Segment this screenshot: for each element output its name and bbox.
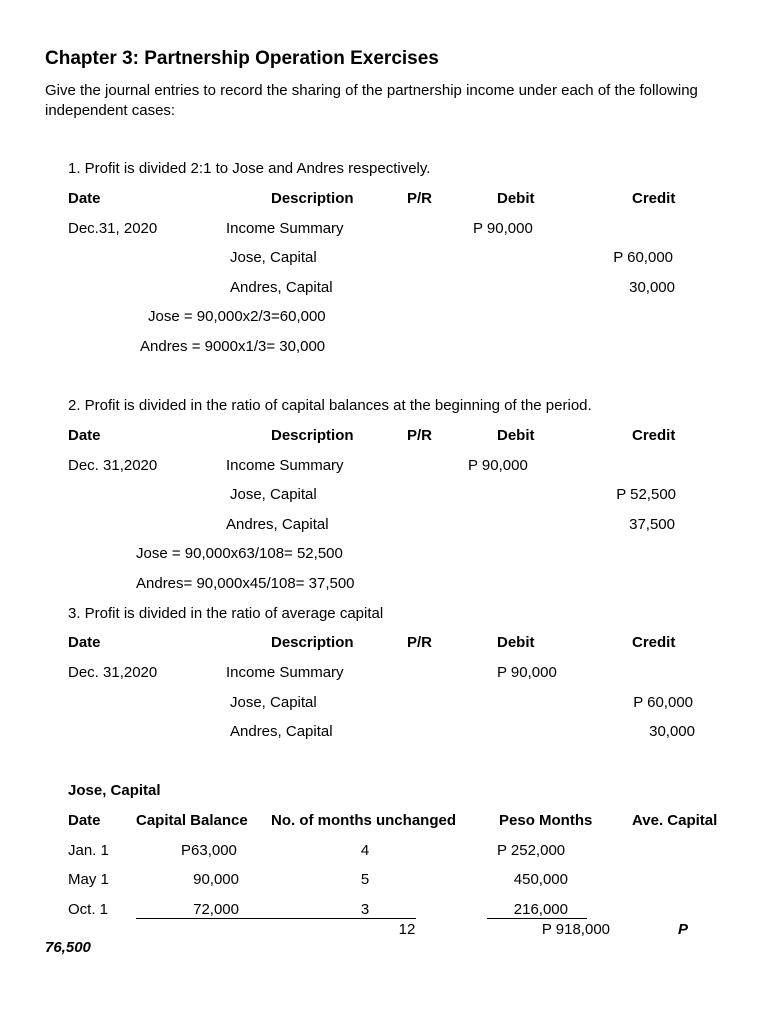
case3-credit-jose-capital: P 60,000	[633, 694, 693, 711]
case2-desc-jose-capital: Jose, Capital	[230, 486, 317, 503]
case2-header-credit: Credit	[632, 427, 676, 444]
case3-date: Dec. 31,2020	[68, 664, 158, 681]
jc-header-months-unchanged: No. of months unchanged	[271, 812, 456, 829]
jc-row1-balance: P63,000	[181, 842, 237, 859]
case3-header-date: Date	[68, 634, 101, 651]
jc-header-ave-capital: Ave. Capital	[632, 812, 718, 829]
jc-row3-peso-months: 216,000	[513, 901, 568, 918]
jc-row2-balance: 90,000	[193, 871, 239, 888]
jc-row1-months: 4	[360, 842, 370, 859]
case1-desc-jose-capital: Jose, Capital	[230, 249, 317, 266]
case3-credit-andres-capital: 30,000	[649, 723, 695, 740]
jc-row3-balance: 72,000	[193, 901, 239, 918]
instructions: Give the journal entries to record the sharing of the partnership income under each of the following independent cases:	[45, 82, 698, 119]
case1-header-debit: Debit	[497, 190, 535, 207]
case2-header-debit: Debit	[497, 427, 535, 444]
jc-row2-peso-months: 450,000	[513, 871, 568, 888]
case1-prompt: 1. Profit is divided 2:1 to Jose and Andres respectively.	[68, 160, 431, 177]
case1-calc-jose: Jose = 90,000x2/3=60,000	[148, 308, 326, 325]
jc-ave-capital-value: 76,500	[45, 939, 91, 956]
jc-row2-months: 5	[360, 871, 370, 888]
jc-header-peso-months: Peso Months	[499, 812, 593, 829]
case1-header-pr: P/R	[407, 190, 433, 207]
case1-credit-andres-capital: 30,000	[629, 279, 675, 296]
case1-credit-jose-capital: P 60,000	[613, 249, 673, 266]
case3-debit-income-summary: P 90,000	[497, 664, 557, 681]
case3-prompt: 3. Profit is divided in the ratio of average capital	[68, 605, 384, 622]
case1-desc-andres-capital: Andres, Capital	[230, 279, 333, 296]
case2-header-pr: P/R	[407, 427, 433, 444]
case2-prompt: 2. Profit is divided in the ratio of capital balances at the beginning of the period.	[68, 397, 592, 414]
balance-months-total-rule	[136, 918, 416, 919]
case2-calc-jose: Jose = 90,000x63/108= 52,500	[136, 545, 343, 562]
case2-header-description: Description	[271, 427, 354, 444]
case1-calc-andres: Andres = 9000x1/3= 30,000	[140, 338, 326, 355]
case3-desc-jose-capital: Jose, Capital	[230, 694, 317, 711]
jc-row1-peso-months: P 252,000	[497, 842, 566, 859]
case2-desc-andres-capital: Andres, Capital	[226, 516, 329, 533]
case1-debit-income-summary: P 90,000	[473, 220, 533, 237]
case3-header-debit: Debit	[497, 634, 535, 651]
jc-row3-months: 3	[360, 901, 370, 918]
jc-ave-capital-prefix: P	[678, 921, 689, 938]
jc-row2-date: May 1	[68, 871, 109, 888]
case1-header-description: Description	[271, 190, 354, 207]
case1-header-date: Date	[68, 190, 101, 207]
jc-header-date: Date	[68, 812, 101, 829]
case1-desc-income-summary: Income Summary	[226, 220, 344, 237]
case2-credit-jose-capital: P 52,500	[616, 486, 676, 503]
jc-header-capital-balance: Capital Balance	[136, 812, 248, 829]
case2-debit-income-summary: P 90,000	[468, 457, 528, 474]
jc-row1-date: Jan. 1	[68, 842, 109, 859]
case1-header-credit: Credit	[632, 190, 676, 207]
page-title: Chapter 3: Partnership Operation Exercises	[45, 48, 439, 69]
jc-row3-date: Oct. 1	[68, 901, 109, 918]
jc-total-peso-months: P 918,000	[541, 921, 610, 938]
case2-desc-income-summary: Income Summary	[226, 457, 344, 474]
case2-header-date: Date	[68, 427, 101, 444]
case1-date: Dec.31, 2020	[68, 220, 158, 237]
jc-total-months: 12	[398, 921, 416, 938]
case2-calc-andres: Andres= 90,000x45/108= 37,500	[136, 575, 355, 592]
case2-credit-andres-capital: 37,500	[629, 516, 675, 533]
case3-header-credit: Credit	[632, 634, 676, 651]
case3-desc-andres-capital: Andres, Capital	[230, 723, 333, 740]
peso-months-total-rule	[487, 918, 587, 919]
case3-desc-income-summary: Income Summary	[226, 664, 344, 681]
case3-header-pr: P/R	[407, 634, 433, 651]
case3-header-description: Description	[271, 634, 354, 651]
jose-capital-heading: Jose, Capital	[68, 782, 161, 799]
case2-date: Dec. 31,2020	[68, 457, 158, 474]
